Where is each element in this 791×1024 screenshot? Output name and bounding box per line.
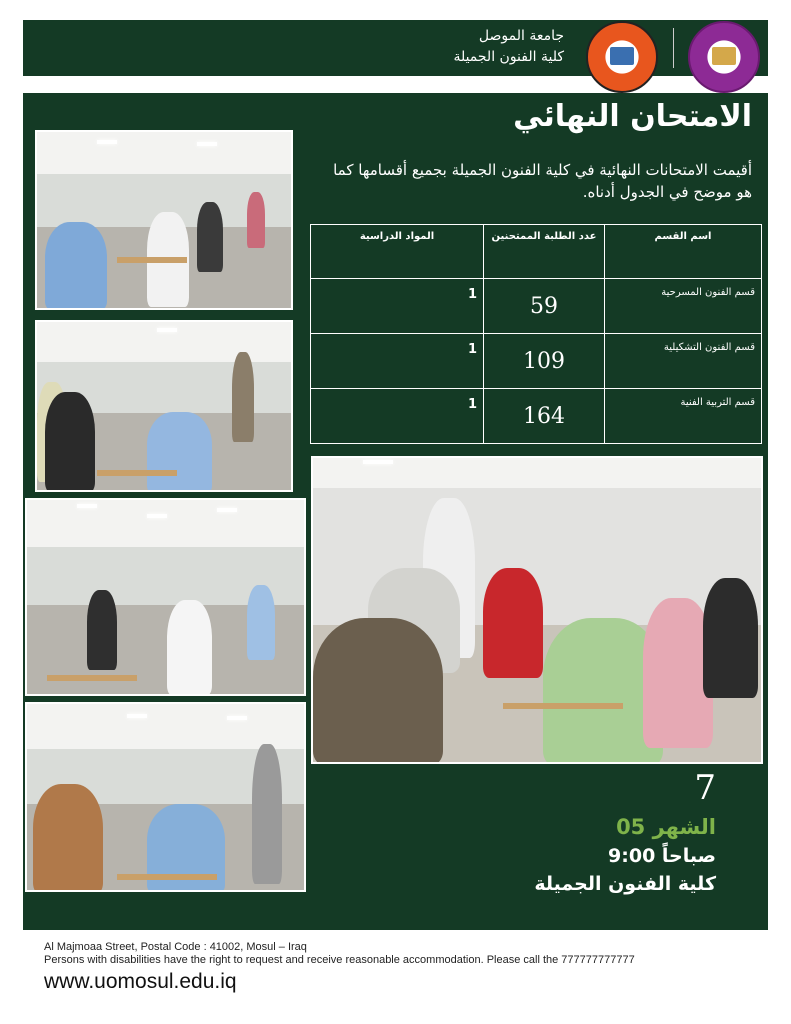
subjects-cell: 1 — [311, 279, 484, 334]
department-cell: قسم الفنون التشكيلية — [605, 334, 762, 389]
exam-hall-photo-2 — [35, 320, 293, 492]
column-header-department: اسم القسم — [605, 225, 762, 279]
exam-day: 7 — [694, 768, 716, 808]
table-row — [311, 389, 762, 444]
exam-time: 9:00 صباحاً — [608, 845, 716, 867]
header-bar — [23, 20, 768, 76]
university-logo-icon — [586, 21, 658, 93]
table-row — [311, 334, 762, 389]
footer-accessibility-note: Persons with disabilities have the right to request and receive reasonable accommodation. Please call the 777777777777 — [44, 954, 635, 966]
page-title: الامتحان النهائي — [513, 99, 752, 134]
exam-hall-photo-4 — [25, 702, 306, 892]
table-header-row — [311, 225, 762, 279]
column-header-students: عدد الطلبة الممتحنين — [484, 225, 605, 279]
university-name: جامعة الموصل — [478, 28, 564, 44]
footer-address: Al Majmoaa Street, Postal Code : 41002, Mosul – Iraq — [44, 941, 307, 953]
column-header-subjects: المواد الدراسية — [311, 225, 484, 279]
students-cell: 109 — [484, 334, 605, 389]
subjects-cell: 1 — [311, 334, 484, 389]
table-row — [311, 279, 762, 334]
exam-place: كلية الفنون الجميلة — [534, 873, 716, 895]
exam-hall-photo-3 — [25, 498, 306, 696]
students-cell: 164 — [484, 389, 605, 444]
footer-website-link[interactable]: www.uomosul.edu.iq — [44, 970, 237, 993]
college-name: كلية الفنون الجميلة — [453, 49, 564, 65]
exam-month: الشهر 05 — [616, 815, 716, 839]
college-logo-icon — [688, 21, 760, 93]
department-cell: قسم التربية الفنية — [605, 389, 762, 444]
intro-text: أقيمت الامتحانات النهائية في كلية الفنون الجميلة بجميع أقسامها كما هو موضح في الجدول أدناه. — [333, 161, 752, 201]
department-cell: قسم الفنون المسرحية — [605, 279, 762, 334]
students-cell: 59 — [484, 279, 605, 334]
exam-results-table — [310, 224, 762, 444]
exam-hall-photo-main — [311, 456, 763, 764]
header-text — [453, 26, 564, 68]
header-divider — [673, 28, 674, 68]
subjects-cell: 1 — [311, 389, 484, 444]
exam-hall-photo-1 — [35, 130, 293, 310]
main-panel — [23, 93, 768, 930]
